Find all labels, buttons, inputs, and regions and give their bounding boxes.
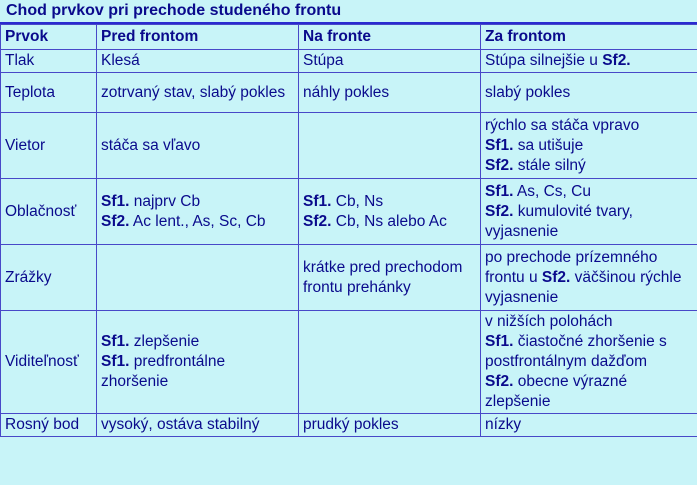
cell-line: [485, 372, 693, 412]
cell-line: [101, 136, 294, 156]
table-row: [1, 414, 697, 437]
cell-pred-frontom: [97, 179, 299, 245]
cell-text: po prechode prízemného frontu u: [485, 248, 658, 286]
cell-pred-frontom: [97, 113, 299, 179]
cell-za-frontom: [481, 414, 697, 437]
cell-na-fronte: [299, 73, 481, 113]
cell-pred-frontom: [97, 311, 299, 414]
subtype-label: Sf2.: [485, 156, 514, 174]
cell-line: [101, 192, 294, 212]
cell-na-fronte: [299, 179, 481, 245]
subtype-label: Sf2.: [602, 52, 631, 69]
cell-text: Stúpa silnejšie u: [485, 52, 603, 69]
cell-text: väčšinou rýchle vyjasnenie: [485, 268, 682, 306]
table-row: [1, 73, 697, 113]
cell-line: [303, 192, 476, 212]
cell-text: vysoký, ostáva stabilný: [101, 416, 260, 433]
cell-line: [303, 415, 476, 435]
cell-za-frontom: [481, 245, 697, 311]
cell-line: [101, 83, 294, 103]
cell-text: najprv Cb: [129, 192, 201, 210]
cell-za-frontom: [481, 50, 697, 73]
header-na-fronte: Na fronte: [299, 25, 481, 50]
cell-text: zlepšenie: [129, 333, 200, 350]
cell-text: prudký pokles: [303, 416, 399, 433]
cell-za-frontom: [481, 113, 697, 179]
cell-line: [303, 212, 476, 232]
cell-line: [485, 312, 693, 332]
table-row: [1, 179, 697, 245]
cell-prvok: Viditeľnosť: [1, 311, 97, 414]
cell-prvok: Zrážky: [1, 245, 97, 311]
cell-line: [101, 332, 294, 352]
subtype-label: Sf2.: [303, 212, 332, 230]
cell-line: [303, 258, 476, 298]
cell-text: slabý pokles: [485, 83, 571, 101]
cell-line: [485, 136, 693, 156]
cell-za-frontom: [481, 179, 697, 245]
cell-text: predfrontálne zhoršenie: [101, 353, 226, 390]
front-elements-table: [0, 24, 697, 437]
cell-line: [485, 415, 693, 435]
table-body: [1, 50, 697, 437]
cell-line: [485, 51, 693, 71]
subtype-label: Sf1.: [485, 136, 514, 154]
subtype-label: Sf2.: [101, 212, 130, 230]
cell-pred-frontom: [97, 50, 299, 73]
cell-prvok: Oblačnosť: [1, 179, 97, 245]
cell-text: obecne výrazné zlepšenie: [485, 373, 628, 410]
cell-na-fronte: [299, 414, 481, 437]
cell-text: v nižších polohách: [485, 313, 613, 330]
table-row: [1, 245, 697, 311]
table-row: [1, 311, 697, 414]
cell-text: Ac lent., As, Sc, Cb: [129, 212, 266, 230]
cell-line: [101, 415, 294, 435]
cell-line: [485, 156, 693, 176]
cell-pred-frontom: [97, 245, 299, 311]
cell-text: krátke pred prechodom frontu prehánky: [303, 258, 463, 296]
subtype-label: Sf1.: [101, 353, 130, 370]
cell-text: náhly pokles: [303, 83, 390, 101]
cell-text: Stúpa: [303, 52, 344, 69]
cell-text: stále silný: [513, 156, 586, 174]
header-row: [1, 25, 697, 50]
cell-line: [101, 212, 294, 232]
cell-text: Cb, Ns: [331, 192, 384, 210]
header-za-frontom: Za frontom: [481, 25, 697, 50]
cell-prvok: Rosný bod: [1, 414, 97, 437]
cell-line: [303, 51, 476, 71]
subtype-label: Sf1.: [101, 333, 130, 350]
cell-text: stáča sa vľavo: [101, 136, 201, 154]
cell-za-frontom: [481, 73, 697, 113]
table-row: [1, 50, 697, 73]
subtype-label: Sf1.: [485, 182, 514, 200]
cell-line: [485, 116, 693, 136]
cell-line: [101, 51, 294, 71]
subtype-label: Sf2.: [541, 268, 571, 286]
cell-line: [303, 83, 476, 103]
cell-line: [101, 352, 294, 392]
cell-line: [485, 248, 693, 308]
cell-line: [485, 202, 693, 242]
cell-na-fronte: [299, 311, 481, 414]
cell-na-fronte: [299, 245, 481, 311]
cell-na-fronte: [299, 113, 481, 179]
cell-text: čiastočné zhoršenie s postfrontálnym dažďom: [485, 333, 667, 370]
subtype-label: Sf1.: [485, 333, 514, 350]
cell-text: nízky: [485, 416, 522, 433]
cell-text: As, Cs, Cu: [513, 182, 591, 200]
cell-pred-frontom: [97, 73, 299, 113]
cell-prvok: Vietor: [1, 113, 97, 179]
subtype-label: Sf1.: [303, 192, 332, 210]
cell-za-frontom: [481, 311, 697, 414]
cell-prvok: Tlak: [1, 50, 97, 73]
header-pred-frontom: Pred frontom: [97, 25, 299, 50]
cell-text: rýchlo sa stáča vpravo: [485, 116, 640, 134]
cell-text: zotrvaný stav, slabý pokles: [101, 83, 286, 101]
cell-line: [485, 332, 693, 372]
subtype-label: Sf2.: [485, 202, 514, 220]
subtype-label: Sf1.: [101, 192, 130, 210]
table-row: [1, 113, 697, 179]
table-title: Chod prvkov pri prechode studeného frontu: [0, 0, 697, 24]
subtype-label: Sf2.: [485, 373, 514, 390]
header-prvok: Prvok: [1, 25, 97, 50]
cell-text: Klesá: [101, 52, 140, 69]
cell-prvok: Teplota: [1, 73, 97, 113]
cell-text: Cb, Ns alebo Ac: [331, 212, 447, 230]
cell-na-fronte: [299, 50, 481, 73]
cell-text: sa utišuje: [513, 136, 584, 154]
cell-line: [485, 83, 693, 103]
cell-text: kumulovité tvary, vyjasnenie: [485, 202, 633, 240]
cell-pred-frontom: [97, 414, 299, 437]
cell-line: [485, 182, 693, 202]
